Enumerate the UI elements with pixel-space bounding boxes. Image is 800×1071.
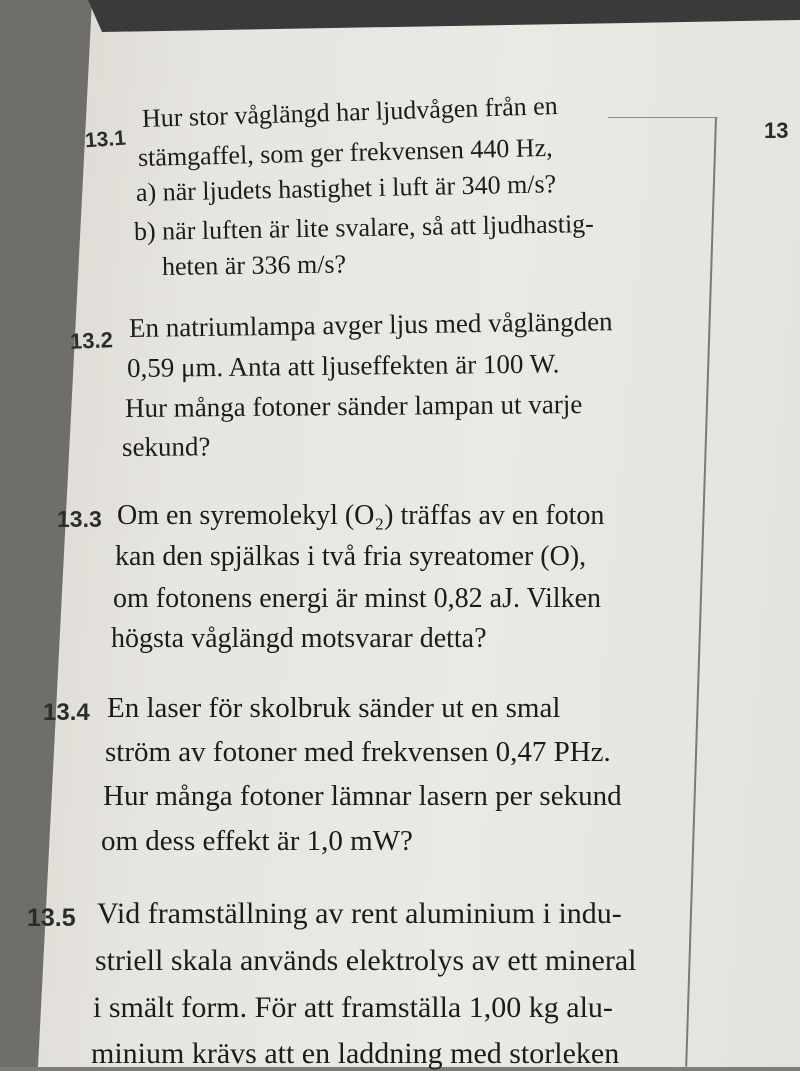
problem-text-line: stämgaffel, som ger frekvensen 440 Hz, xyxy=(137,132,553,172)
problem-text-line: om fotonens energi är minst 0,82 aJ. Vilken xyxy=(113,583,601,614)
problem-text-line: Om en syremolekyl (O₂) träffas av en foton xyxy=(117,500,605,531)
problem-text-line: Vid framställning av rent aluminium i indu- xyxy=(97,897,622,930)
problem-text-line: Hur många fotoner sänder lampan ut varje xyxy=(124,389,583,423)
problem-text-line: En laser för skolbruk sänder ut en smal xyxy=(107,692,561,724)
problem-text-line: b) när luften är lite svalare, så att ljudhastig- xyxy=(133,208,595,246)
problem-text-line: a) när ljudets hastighet i luft är 340 m/s? xyxy=(135,169,557,207)
problem-number: 13.5 xyxy=(27,904,76,932)
problem-text-line: Hur många fotoner lämnar lasern per sekund xyxy=(103,780,622,812)
next-column-number: 13 xyxy=(764,118,789,143)
problem-text-line: högsta våglängd motsvarar detta? xyxy=(111,623,487,654)
problem-text-line: i smält form. För att framställa 1,00 kg alu- xyxy=(93,991,613,1024)
problem-text-line: ström av fotoner med frekvensen 0,47 PHz. xyxy=(105,736,611,768)
problem-text-line: kan den spjälkas i två fria syreatomer (O), xyxy=(115,541,587,572)
frame-top-line xyxy=(608,117,718,118)
problem-text-line: heten är 336 m/s? xyxy=(161,249,347,281)
problem-text-line: minium krävs att en laddning med storleken xyxy=(91,1037,620,1070)
problem-text-line: striell skala används elektrolys av ett mineral xyxy=(95,944,637,977)
problem-text-line: En natriumlampa avger ljus med våglängden xyxy=(128,306,613,343)
problem-number: 13.3 xyxy=(57,506,102,532)
problem-number: 13.2 xyxy=(69,327,114,354)
problem-text-line: sekund? xyxy=(121,431,211,462)
problem-number: 13.1 xyxy=(84,126,127,153)
problem-number: 13.4 xyxy=(43,699,90,726)
problem-text-line: om dess effekt är 1,0 mW? xyxy=(101,825,413,857)
problem-text-line: 0,59 μm. Anta att ljuseffekten är 100 W. xyxy=(126,348,560,383)
problem-text-line: Hur stor våglängd har ljudvågen från en xyxy=(141,90,559,133)
